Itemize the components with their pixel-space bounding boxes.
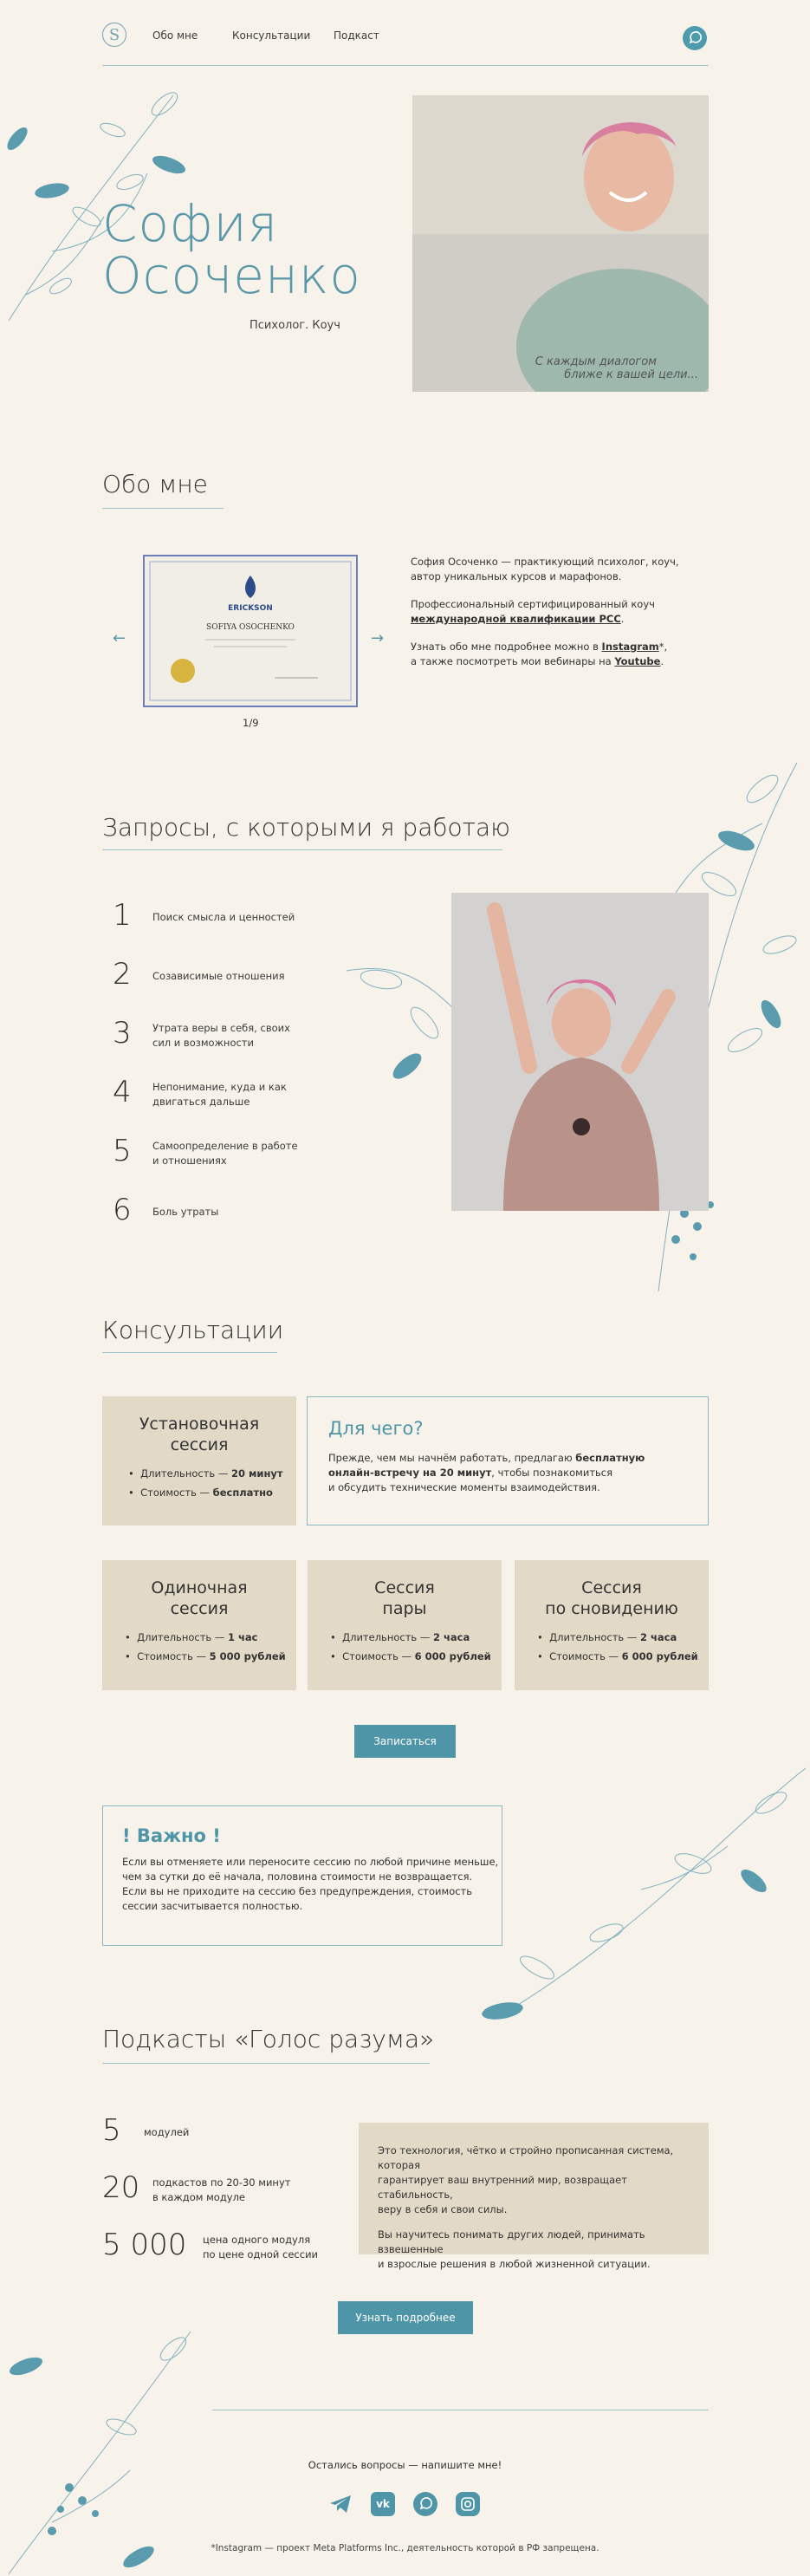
about-p2-end: . <box>620 613 625 625</box>
whatsapp-nav-button[interactable] <box>683 26 707 50</box>
about-title-underline <box>102 508 224 509</box>
important-line4: сессии засчитывается полностью. <box>122 1900 303 1912</box>
card-price-value: 5 000 рублей <box>209 1650 286 1662</box>
podcast-p2-line2: и взрослые решения в любой жизненной ситуации. <box>378 2258 651 2270</box>
vk-icon: vk <box>376 2498 390 2510</box>
card-price-value: 6 000 рублей <box>414 1650 491 1662</box>
card-duration: • Длительность — 1 час <box>125 1631 258 1643</box>
nav-link-about[interactable]: Обо мне <box>152 29 198 42</box>
podcast-stat-number: 20 <box>102 2170 140 2205</box>
card-price-value: 6 000 рублей <box>621 1650 698 1662</box>
why-box <box>307 1396 709 1525</box>
vk-button[interactable] <box>371 2492 395 2516</box>
card-price: • Стоимость — бесплатно <box>128 1486 273 1499</box>
card-price-label: Стоимость — <box>342 1650 415 1662</box>
podcast-p2-line1: Вы научитесь понимать других людей, принимать взвешенные <box>378 2228 645 2255</box>
request-number: 4 <box>113 1075 132 1109</box>
about-text <box>411 555 709 669</box>
footer-question: Остались вопросы — напишите мне! <box>308 2459 502 2471</box>
card-duration: • Длительность — 2 часа <box>537 1631 677 1643</box>
request-number: 6 <box>113 1193 132 1227</box>
podcast-p1-line3: веру в себя и свои силы. <box>378 2203 508 2215</box>
podcast-title-underline <box>102 2063 430 2064</box>
podcast-stat-label: модулей <box>144 2126 190 2138</box>
card-duration-value: 2 часа <box>640 1631 677 1643</box>
card-duration-label: Длительность — <box>140 1467 231 1480</box>
slider-counter: 1/9 <box>243 717 259 729</box>
certificate-image[interactable] <box>143 555 358 707</box>
about-p2-line1: Профессиональный сертифицированный коуч <box>411 598 655 610</box>
card-price-label: Стоимость — <box>137 1650 210 1662</box>
request-number: 5 <box>113 1134 132 1168</box>
youtube-link[interactable]: Youtube <box>614 655 661 667</box>
nav-link-podcast[interactable]: Подкаст <box>334 29 379 42</box>
card-duration-value: 2 часа <box>433 1631 470 1643</box>
instagram-icon <box>456 2492 480 2516</box>
intro-session-card <box>102 1396 296 1525</box>
podcast-stat-number: 5 <box>102 2113 121 2148</box>
book-session-button[interactable]: Записаться <box>354 1725 456 1758</box>
card-duration: • Длительность — 2 часа <box>330 1631 470 1643</box>
botanical-decoration-right-lower <box>468 1760 810 2046</box>
important-line3: Если вы не приходите на сессию без предупреждения, стоимость <box>122 1885 473 1897</box>
telegram-button[interactable] <box>328 2492 353 2516</box>
why-title: Для чего? <box>328 1418 424 1439</box>
card-title-line2: сессия <box>170 1599 229 1618</box>
card-title-line1: Установочная <box>139 1415 260 1434</box>
card-price-label: Стоимость — <box>549 1650 622 1662</box>
about-p3-end: . <box>660 655 664 667</box>
hero-caption-line2: ближе к вашей цели... <box>564 368 698 381</box>
hero-caption <box>412 355 709 381</box>
why-line3: и обсудить технические моменты взаимодействия. <box>328 1481 600 1493</box>
podcast-stat-label-line1: цена одного модуля <box>203 2234 311 2246</box>
podcast-stat-label-line1: подкастов по 20-30 минут <box>152 2176 291 2189</box>
card-price: • Стоимость — 5 000 рублей <box>125 1650 286 1662</box>
request-text: Созависимые отношения <box>152 970 285 982</box>
podcast-stat-label-line2: по цене одной сессии <box>203 2248 319 2261</box>
card-duration: • Длительность — 20 минут <box>128 1467 283 1480</box>
card-title-line1: Одиночная <box>151 1578 248 1597</box>
requests-title: Запросы, с которыми я работаю <box>102 813 510 842</box>
certificate-brand: ERICKSON <box>228 604 273 613</box>
hero-photo <box>412 95 709 392</box>
logo-letter: S <box>108 25 120 44</box>
session-card <box>308 1560 502 1690</box>
important-line1: Если вы отменяете или переносите сессию по любой причине меньше, <box>122 1856 499 1868</box>
card-price-label: Стоимость — <box>140 1486 213 1499</box>
requests-title-underline <box>102 849 502 850</box>
card-price: • Стоимость — 6 000 рублей <box>537 1650 698 1662</box>
podcast-title: Подкасты «Голос разума» <box>102 2025 435 2053</box>
podcast-stat-label-line2: в каждом модуле <box>152 2191 245 2203</box>
hero-name <box>102 194 361 305</box>
instagram-link[interactable]: Instagram <box>601 641 659 653</box>
why-line2-a: онлайн-встречу на 20 минут <box>328 1467 492 1479</box>
footer-note: *Instagram — проект Meta Platforms Inc., деятельность которой в РФ запрещена. <box>211 2543 599 2553</box>
site-logo[interactable] <box>102 23 126 47</box>
card-title-line1: Сессия <box>581 1578 642 1597</box>
why-line2-b: , чтобы познакомиться <box>491 1467 613 1479</box>
slider-next-arrow[interactable]: → <box>371 629 385 647</box>
botanical-decoration-bottom-left <box>0 2297 208 2576</box>
card-title-line2: по сновидению <box>545 1599 678 1618</box>
podcast-description-box <box>359 2123 709 2270</box>
about-p1-line1: София Осоченко — практикующий психолог, коуч, <box>411 556 679 568</box>
hero-caption-line1: С каждым диалогом <box>535 355 657 368</box>
hero-subtitle: Психолог. Коуч <box>249 319 340 332</box>
consult-title: Консультации <box>102 1316 284 1344</box>
instagram-button[interactable] <box>456 2492 480 2516</box>
important-title: ! Важно ! <box>122 1825 221 1846</box>
podcast-learn-more-button[interactable]: Узнать подробнее <box>338 2301 473 2334</box>
podcast-stat-label <box>203 2233 318 2262</box>
card-duration-label: Длительность — <box>342 1631 433 1643</box>
about-p1-line2: автор уникальных курсов и марафонов. <box>411 570 622 582</box>
card-title-line2: пары <box>382 1599 427 1618</box>
nav-link-consultations[interactable]: Консультации <box>232 29 311 42</box>
podcast-stat-number: 5 000 <box>102 2228 187 2262</box>
important-notice <box>102 1805 502 1946</box>
certificate-recipient: SOFIYA OSOCHENKO <box>206 623 295 632</box>
card-title-line2: сессия <box>170 1435 229 1454</box>
request-number: 2 <box>113 957 132 992</box>
podcast-stat-label <box>152 2176 290 2205</box>
podcast-p1-line1: Это технология, чётко и стройно прописанная система, которая <box>378 2144 674 2171</box>
nav-divider <box>102 65 709 66</box>
card-duration-value: 20 минут <box>231 1467 283 1480</box>
about-title: Обо мне <box>102 470 208 498</box>
requests-photo <box>451 893 709 1211</box>
request-text: Утрата веры в себя, своих сил и возможности <box>152 1022 290 1049</box>
about-p3-mid: *, <box>658 641 668 653</box>
request-number: 1 <box>113 898 132 933</box>
request-number: 3 <box>113 1016 132 1051</box>
session-card <box>515 1560 709 1690</box>
consult-title-underline <box>102 1352 277 1353</box>
request-text: Непонимание, куда и как двигаться дальше <box>152 1081 287 1108</box>
card-duration-label: Длительность — <box>549 1631 640 1643</box>
pcc-link[interactable]: международной квалификации PCC <box>411 613 621 625</box>
card-price-value: бесплатно <box>212 1486 273 1499</box>
important-line2: чем за сутки до её начала, половина стоимости не возвращается. <box>122 1870 473 1883</box>
card-title-line1: Сессия <box>374 1578 435 1597</box>
session-card <box>102 1560 296 1690</box>
card-duration-value: 1 час <box>228 1631 258 1643</box>
whatsapp-icon <box>683 26 707 50</box>
podcast-p1-line2: гарантирует ваш внутренний мир, возвращает стабильность, <box>378 2174 627 2201</box>
request-text: Боль утраты <box>152 1206 219 1218</box>
request-text: Самоопределение в работе и отношениях <box>152 1140 298 1167</box>
telegram-icon <box>328 2492 353 2516</box>
about-p3-prefix: Узнать обо мне подробнее можно в <box>411 641 602 653</box>
why-line1-b: бесплатную <box>575 1452 645 1464</box>
whatsapp-icon <box>413 2492 437 2516</box>
why-line1-a: Прежде, чем мы начнём работать, предлагаю <box>328 1452 576 1464</box>
card-price: • Стоимость — 6 000 рублей <box>330 1650 491 1662</box>
slider-prev-arrow[interactable]: ← <box>113 629 126 647</box>
hero-name-last: Осоченко <box>102 246 361 305</box>
hero-name-first: София <box>102 194 279 253</box>
whatsapp-button[interactable] <box>413 2492 437 2516</box>
about-p3-line2-prefix: а также посмотреть мои вебинары на <box>411 655 615 667</box>
request-text: Поиск смысла и ценностей <box>152 911 295 923</box>
card-duration-label: Длительность — <box>137 1631 228 1643</box>
